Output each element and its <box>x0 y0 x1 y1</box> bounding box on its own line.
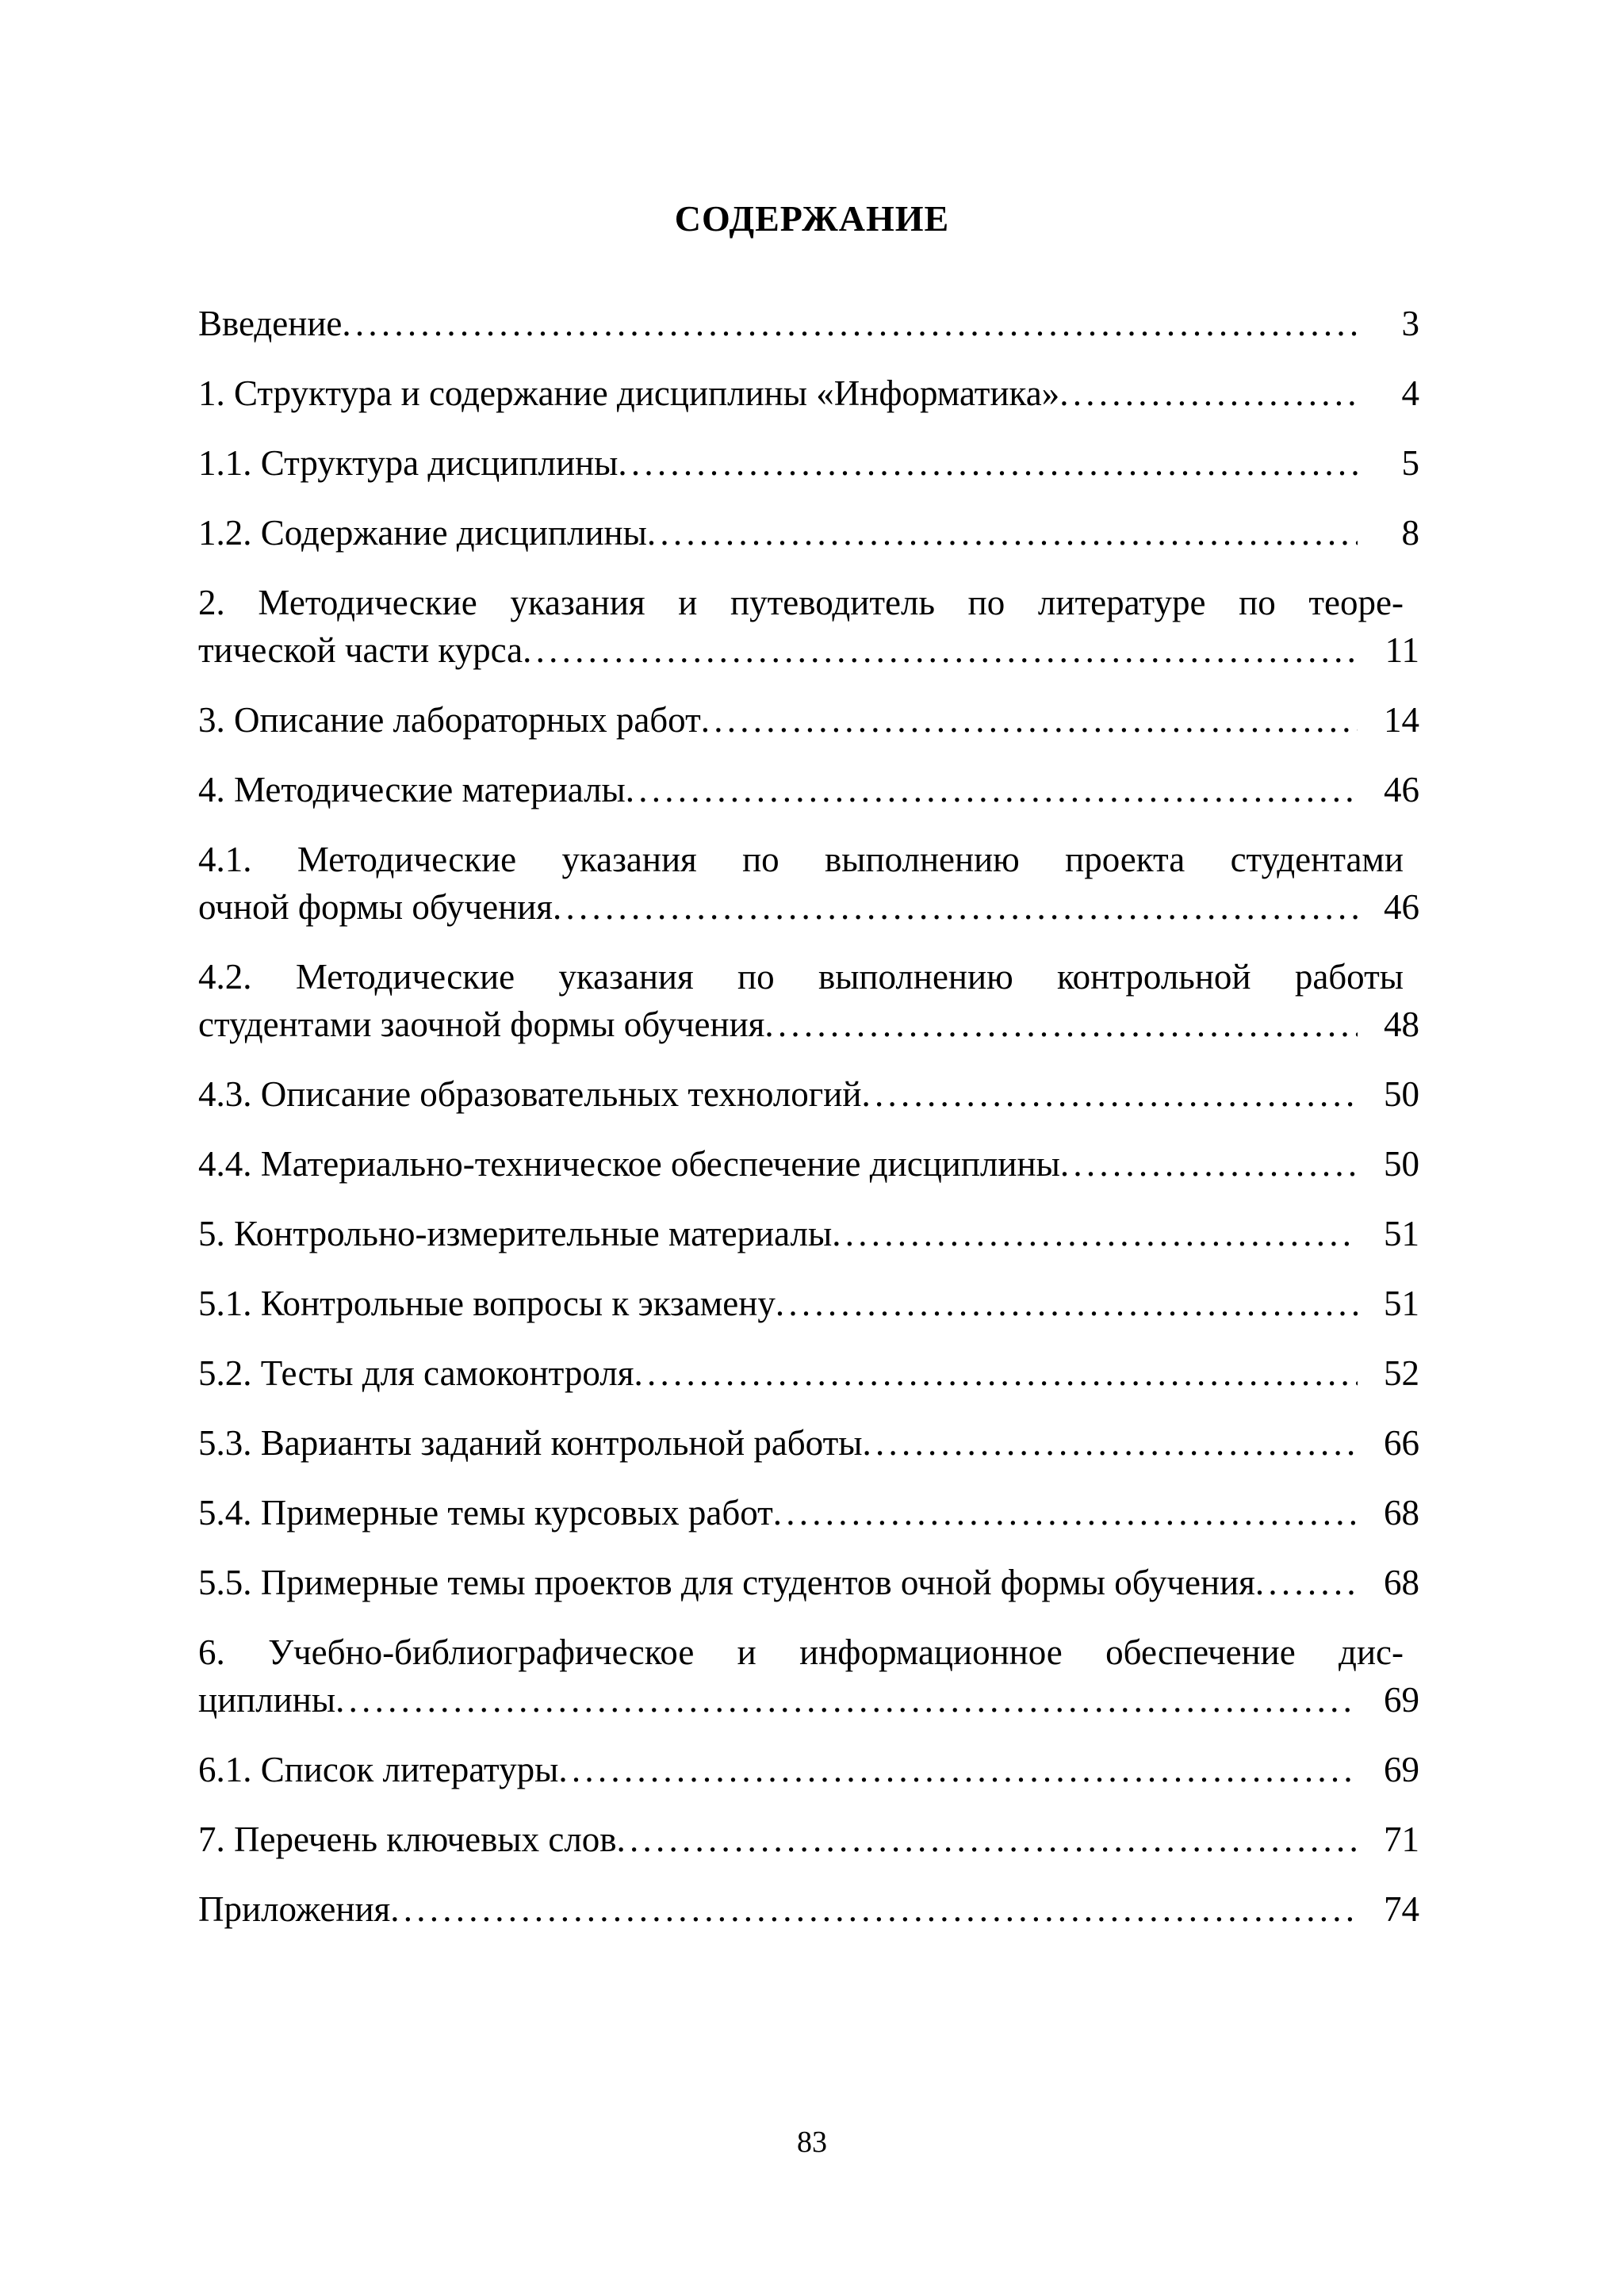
toc-entry-last-line <box>198 369 1419 417</box>
toc-page-number: 74 <box>1384 1889 1419 1929</box>
toc-page-number: 52 <box>1384 1353 1419 1393</box>
toc-entry-last-line <box>198 300 1419 347</box>
toc-entry-text: 4.3. Описание образовательных технологий <box>198 1074 862 1114</box>
toc-entry <box>198 1140 1419 1188</box>
dot-leader <box>863 1419 1358 1467</box>
dot-leader <box>776 1280 1358 1327</box>
toc-entry <box>198 836 1419 931</box>
toc-entry-text: 6.1. Список литературы <box>198 1750 559 1789</box>
toc-entry-text: Введение <box>198 304 343 343</box>
toc-entry-last-line <box>198 626 1419 674</box>
toc-entry-text: 5.3. Варианты заданий контрольной работы <box>198 1423 863 1463</box>
toc-page-number: 50 <box>1384 1074 1419 1114</box>
toc-entry <box>198 509 1419 557</box>
toc-entry-last-line <box>198 1676 1419 1724</box>
toc-entry-text-line: 6. Учебно-библиографическое и информационное обеспечение дис- <box>198 1632 1404 1672</box>
toc-entry <box>198 1419 1419 1467</box>
toc-entry-text: студентами заочной формы обучения <box>198 1004 765 1044</box>
toc-entry-last-line <box>198 1140 1419 1188</box>
toc-page-number: 46 <box>1384 887 1419 927</box>
toc-entry-text: 5. Контрольно-измерительные материалы <box>198 1214 833 1253</box>
toc-page-number: 11 <box>1385 630 1419 670</box>
toc-entry <box>198 439 1419 487</box>
table-of-contents <box>198 300 1419 1955</box>
toc-entry-text: 5.2. Тесты для самоконтроля <box>198 1353 634 1393</box>
toc-entry-text: очной формы обучения <box>198 887 553 927</box>
toc-page-number: 66 <box>1384 1423 1419 1463</box>
toc-page-number: 8 <box>1401 513 1419 553</box>
toc-entry-text: 1.1. Структура дисциплины <box>198 443 619 483</box>
toc-entry-last-line <box>198 1070 1419 1118</box>
dot-leader <box>861 1070 1358 1118</box>
toc-entry-text: 7. Перечень ключевых слов <box>198 1820 617 1859</box>
toc-entry-last-line <box>198 439 1419 487</box>
page-title: СОДЕРЖАНИЕ <box>674 198 950 239</box>
page-number: 83 <box>797 2126 827 2159</box>
toc-entry-text: тической части курса <box>198 630 523 670</box>
toc-page-number: 71 <box>1384 1820 1419 1859</box>
toc-entry-last-line <box>198 1210 1419 1257</box>
toc-page-number: 3 <box>1401 304 1419 343</box>
toc-entry-last-line <box>198 1816 1419 1863</box>
toc-entry <box>198 369 1419 417</box>
toc-entry-last-line <box>198 1419 1419 1467</box>
dot-leader <box>523 626 1358 674</box>
toc-entry-text-line: 2. Методические указания и путеводитель по литературе по теоре- <box>198 583 1404 622</box>
toc-entry-text: 3. Описание лабораторных работ <box>198 700 701 740</box>
toc-page-number: 46 <box>1384 770 1419 809</box>
toc-entry-text: 5.1. Контрольные вопросы к экзамену <box>198 1284 776 1323</box>
dot-leader <box>647 509 1358 557</box>
dot-leader <box>1255 1559 1358 1606</box>
toc-entry <box>198 1628 1419 1724</box>
toc-entry-last-line <box>198 1885 1419 1933</box>
toc-entry <box>198 1070 1419 1118</box>
toc-entry <box>198 1489 1419 1536</box>
toc-page-number: 51 <box>1384 1284 1419 1323</box>
toc-entry <box>198 953 1419 1048</box>
toc-entry-text: 4.4. Материально-техническое обеспечение дисциплины <box>198 1144 1060 1184</box>
toc-entry <box>198 300 1419 347</box>
dot-leader <box>553 883 1358 931</box>
dot-leader <box>335 1676 1358 1724</box>
dot-leader <box>764 1001 1358 1048</box>
toc-entry-last-line <box>198 1489 1419 1536</box>
toc-page-number: 5 <box>1401 443 1419 483</box>
toc-entry <box>198 1746 1419 1793</box>
toc-entry-text: 1. Структура и содержание дисциплины «Информатика» <box>198 373 1060 413</box>
dot-leader <box>832 1210 1358 1257</box>
toc-entry <box>198 1280 1419 1327</box>
toc-entry-text: циплины <box>198 1680 336 1720</box>
toc-entry-last-line <box>198 696 1419 744</box>
dot-leader <box>390 1885 1358 1933</box>
toc-entry-text: Приложения <box>198 1889 391 1929</box>
toc-entry-text-line: 4.1. Методические указания по выполнению проекта студентами <box>198 840 1404 879</box>
toc-page-number: 69 <box>1384 1680 1419 1720</box>
toc-entry <box>198 766 1419 813</box>
toc-entry-last-line <box>198 1280 1419 1327</box>
dot-leader <box>634 1349 1358 1397</box>
toc-entry-last-line <box>198 1559 1419 1606</box>
dot-leader <box>773 1489 1358 1536</box>
toc-page-number: 68 <box>1384 1563 1419 1602</box>
toc-entry-last-line <box>198 766 1419 813</box>
toc-page-number: 50 <box>1384 1144 1419 1184</box>
toc-entry <box>198 696 1419 744</box>
toc-entry-last-line <box>198 1746 1419 1793</box>
dot-leader <box>1059 369 1358 417</box>
toc-entry <box>198 1559 1419 1606</box>
toc-page-number: 68 <box>1384 1493 1419 1533</box>
toc-entry <box>198 1210 1419 1257</box>
toc-entry <box>198 1349 1419 1397</box>
toc-page-number: 51 <box>1384 1214 1419 1253</box>
dot-leader <box>1060 1140 1358 1188</box>
dot-leader <box>342 300 1358 347</box>
toc-page-number: 4 <box>1401 373 1419 413</box>
dot-leader <box>558 1746 1358 1793</box>
toc-entry-last-line <box>198 509 1419 557</box>
dot-leader <box>626 766 1358 813</box>
toc-page-number: 14 <box>1384 700 1419 740</box>
toc-entry-text-line: 4.2. Методические указания по выполнению контрольной работы <box>198 957 1404 997</box>
toc-page-number: 48 <box>1384 1004 1419 1044</box>
dot-leader <box>617 1816 1358 1863</box>
toc-entry-last-line <box>198 883 1419 931</box>
toc-page-number: 69 <box>1384 1750 1419 1789</box>
toc-entry-text: 5.5. Примерные темы проектов для студентов очной формы обучения <box>198 1563 1255 1602</box>
toc-entry <box>198 1816 1419 1863</box>
toc-entry-text: 1.2. Содержание дисциплины <box>198 513 647 553</box>
dot-leader <box>701 696 1358 744</box>
toc-entry <box>198 1885 1419 1933</box>
toc-entry-text: 5.4. Примерные темы курсовых работ <box>198 1493 773 1533</box>
toc-entry-last-line <box>198 1001 1419 1048</box>
toc-entry-text: 4. Методические материалы <box>198 770 626 809</box>
dot-leader <box>618 439 1358 487</box>
toc-entry <box>198 579 1419 674</box>
toc-entry-last-line <box>198 1349 1419 1397</box>
